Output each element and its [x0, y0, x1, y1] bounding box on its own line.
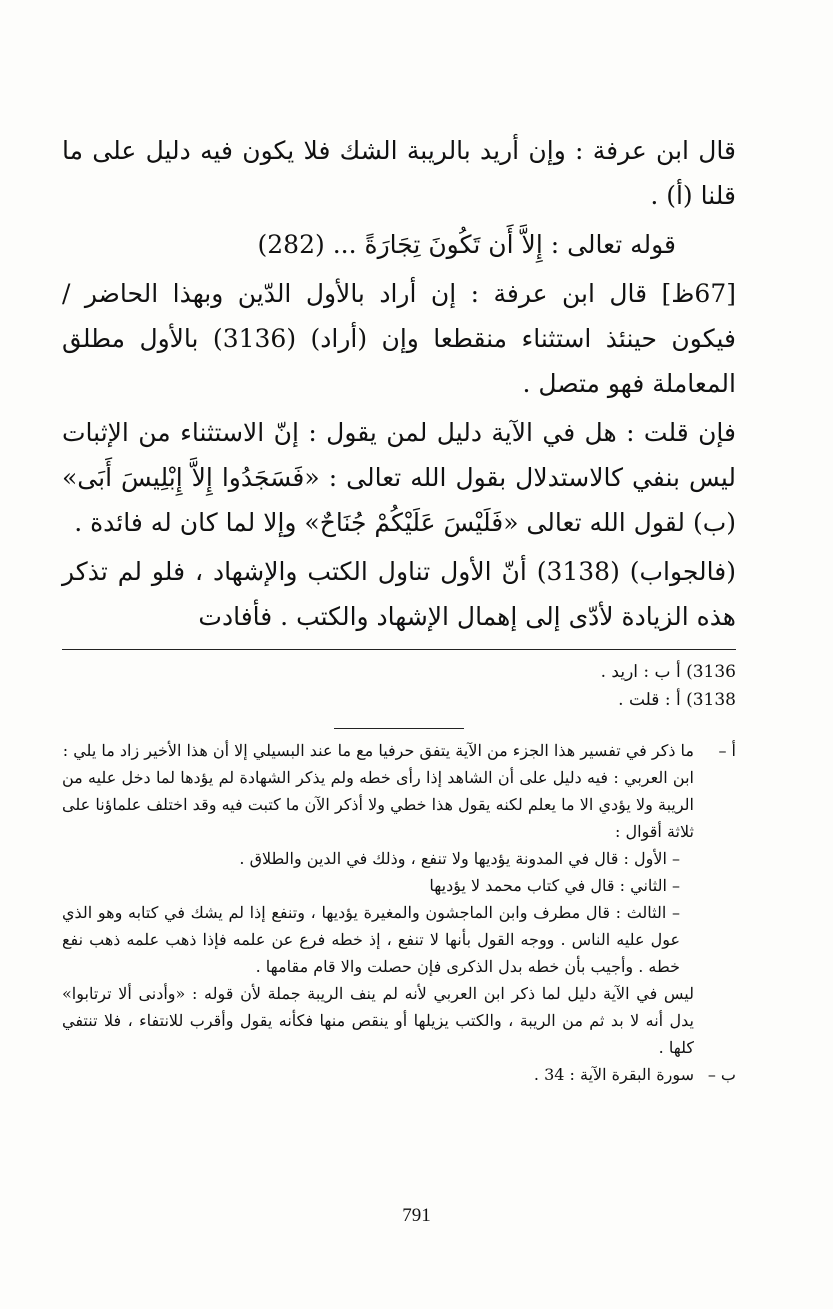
paragraph-4: (فالجواب) (3138) أنّ الأول تناول الكتب والإشهاد ، فلو لم تذكر هذه الزيادة لأدّى إلى إهمال الإشهاد والكتب . فأفادت	[62, 557, 736, 631]
note-line: ابن العربي : فيه دليل على أن الشاهد إذا رأى خطه ولم يذكر الشهادة لم يؤدها لما دخل عليه من الريبة ولا يؤدي الا ما يعلم لكنه يقول هذا خطي ولا أذكر الآن ما كتبت فيه وقد اختلف علماؤنا على ثلاثة أقوال :	[62, 768, 694, 841]
note-line: ما ذكر في تفسير هذا الجزء من الآية يتفق حرفيا مع ما عند البسيلي إلا أن هذا الأخير زاد ما يلي :	[62, 741, 694, 760]
note-line: – الثاني : قال في كتاب محمد لا يؤديها	[429, 876, 680, 895]
note-b-marker: ب –	[707, 1065, 736, 1084]
manuscript-variants	[62, 658, 736, 714]
paragraph-1: قال ابن عرفة : وإن أريد بالريبة الشك فلا يكون فيه دليل على ما قلنا (أ) .	[62, 136, 736, 210]
note-line: ليس في الآية دليل لما ذكر ابن العربي لأنه لم ينف الريبة جملة لأن قوله : «وأدنى ألا ترتابوا» يدل أنه لا بد ثم من الريبة ، والكتب يزيلها أو ينقص منها فكأنه يقول وأقرب للانتفاء ، فلا تنتفي كلها .	[62, 984, 695, 1057]
main-text	[62, 128, 736, 639]
note-a-body	[62, 737, 694, 1061]
note-a-marker: أ –	[718, 741, 736, 760]
note-a	[62, 737, 736, 1061]
footnote-divider	[62, 649, 736, 650]
commentary-notes	[62, 737, 736, 1088]
quran-verse-heading: قوله تعالى : إِلاَّ أَن تَكُونَ تِجَارَةً ... (282)	[257, 230, 676, 259]
note-b	[62, 1061, 736, 1088]
variant-note: 3138) أ : قلت .	[618, 690, 736, 710]
note-b-body: سورة البقرة الآية : 34 .	[533, 1065, 694, 1084]
paragraph-2: [67ظ] قال ابن عرفة : إن أراد بالأول الدّين وبهذا الحاضر / فيكون حينئذ استثناء منقطعا وإن (أراد) (3136) بالأول مطلق المعاملة فهو متصل .	[62, 279, 736, 398]
note-line: – الأول : قال في المدونة يؤديها ولا تنفع ، وذلك في الدين والطلاق .	[239, 849, 680, 868]
page-number: 791	[402, 1205, 431, 1226]
note-line: – الثالث : قال مطرف وابن الماجشون والمغيرة يؤديها ، وتنفع إذا لم يشك في كتابه وهو الذي عول عليه الناس . ووجه القول بأنها لا تنفع ، إذ خطه فرع عن علمه فإذا ذهب علمه ذهب نفع خطه . وأجيب بأن خطه بدل الذكرى فإن حصلت والا قام مقامها .	[62, 903, 680, 976]
notes-divider	[334, 728, 464, 729]
variant-note: 3136) أ ب : اريد .	[600, 662, 736, 682]
paragraph-3: فإن قلت : هل في الآية دليل لمن يقول : إنّ الاستثناء من الإثبات ليس بنفي كالاستدلال بقول الله تعالى : «فَسَجَدُوا إِلاَّ إِبْلِيسَ أَبَى» (ب) لقول الله تعالى «فَلَيْسَ عَلَيْكُمْ جُنَاحٌ» وإلا لما كان له فائدة .	[62, 418, 736, 537]
page-body	[62, 128, 736, 1088]
